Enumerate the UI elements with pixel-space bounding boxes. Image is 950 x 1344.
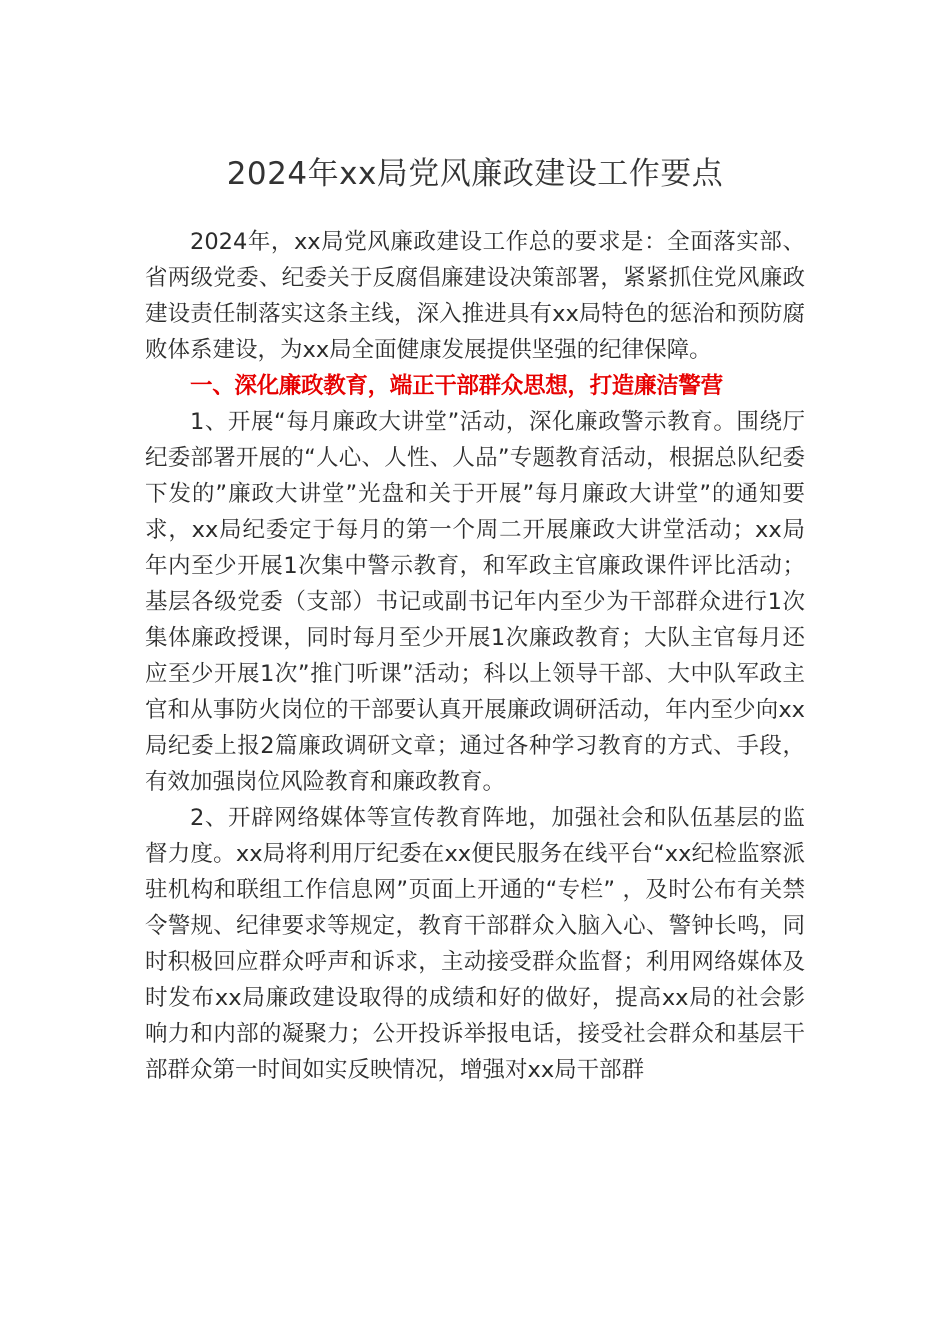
section-heading-1: 一、深化廉政教育，端正干部群众思想，打造廉洁警营: [190, 373, 723, 399]
paragraph-item-2: 2、开辟网络媒体等宣传教育阵地，加强社会和队伍基层的监督力度。xx局将利用厅纪委在xx便民服务在线平台“xx纪检监察派驻机构和联组工作信息网”页面上开通的“专栏” ，及时公布有关禁令警规、纪律要求等规定，教育干部群众入脑入心、警钟长鸣，同时积极回应群众呼声和诉求，主动接受群众监督；利用网络媒体及时发布xx局廉政建设取得的成绩和好的做好，提高xx局的社会影响力和内部的凝聚力；公开投诉举报电话，接受社会群众和基层干部群众第一时间如实反映情况，增强对xx局干部群: [145, 805, 805, 1083]
paragraph-item-1: 1、开展“每月廉政大讲堂”活动，深化廉政警示教育。围绕厅纪委部署开展的“人心、人性、人品”专题教育活动，根据总队纪委下发的”廉政大讲堂”光盘和关于开展”每月廉政大讲堂”的通知要求，xx局纪委定于每月的第一个周二开展廉政大讲堂活动；xx局年内至少开展1次集中警示教育，和军政主官廉政课件评比活动；基层各级党委（支部）书记或副书记年内至少为干部群众进行1次集体廉政授课，同时每月至少开展1次廉政教育；大队主官每月还应至少开展1次”推门听课”活动；科以上领导干部、大中队军政主官和从事防火岗位的干部要认真开展廉政调研活动，年内至少向xx局纪委上报2篇廉政调研文章；通过各种学习教育的方式、手段，有效加强岗位风险教育和廉政教育。: [145, 409, 805, 795]
document-body: [145, 224, 805, 1088]
intro-paragraph: 2024年，xx局党风廉政建设工作总的要求是：全面落实部、省两级党委、纪委关于反腐倡廉建设决策部署，紧紧抓住党风廉政建设责任制落实这条主线，深入推进具有xx局特色的惩治和预防腐败体系建设，为xx局全面健康发展提供坚强的纪律保障。: [145, 229, 805, 363]
document-title: 2024年xx局党风廉政建设工作要点: [226, 156, 724, 192]
